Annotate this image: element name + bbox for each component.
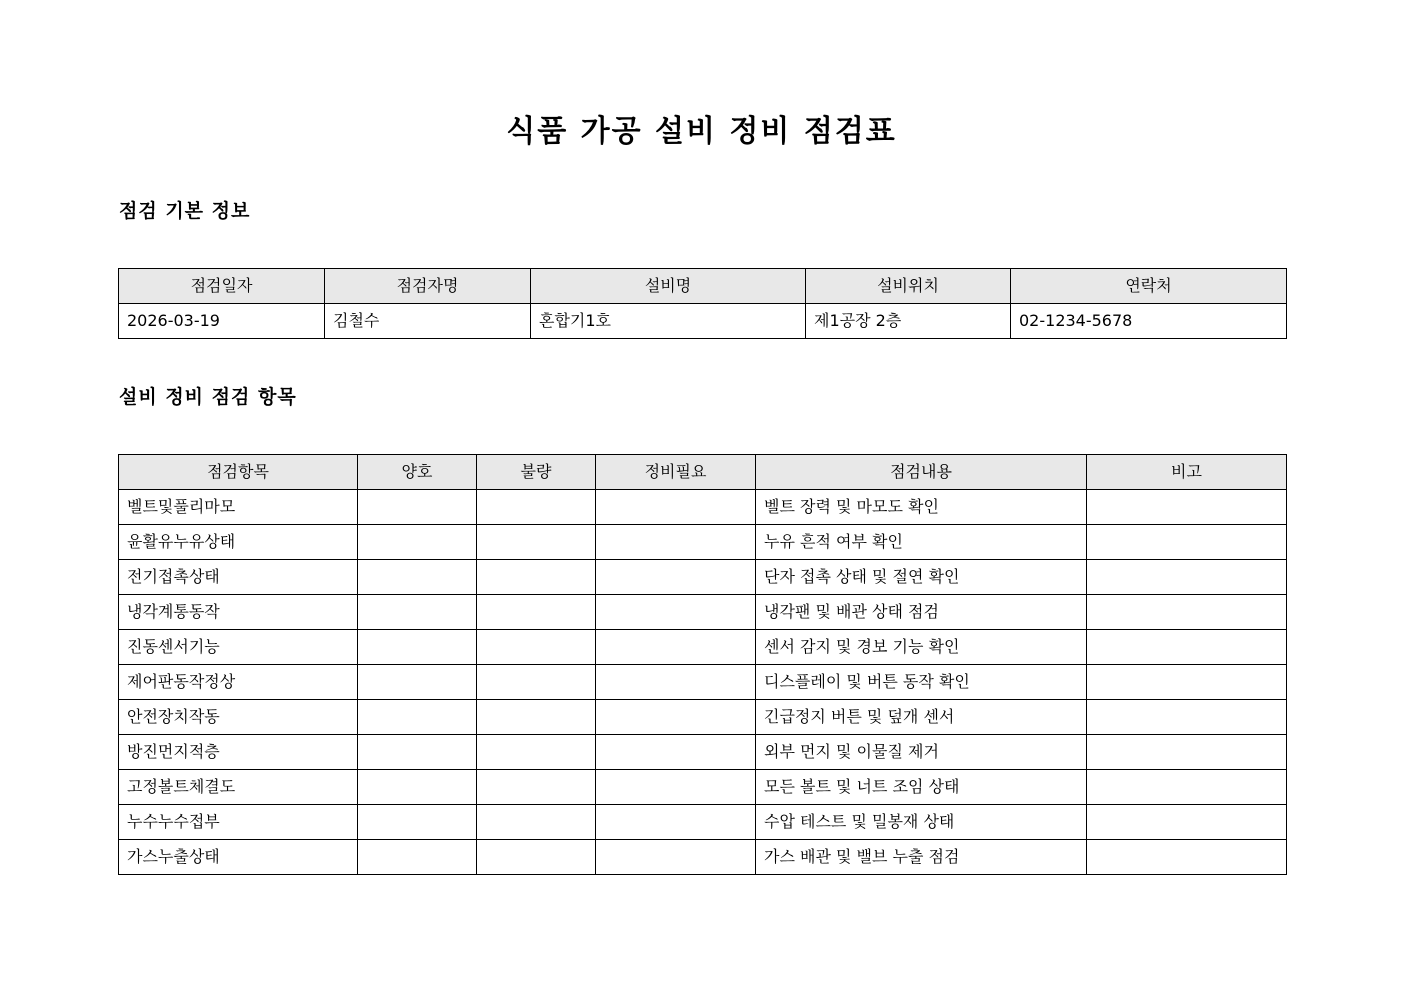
maintenance-needed-check-cell[interactable] <box>596 490 756 525</box>
check-item-cell: 냉각계통동작 <box>119 595 358 630</box>
remarks-cell[interactable] <box>1087 560 1287 595</box>
check-content-cell: 디스플레이 및 버튼 동작 확인 <box>756 665 1087 700</box>
inspector-name-value[interactable]: 김철수 <box>325 304 531 339</box>
maintenance-needed-check-cell[interactable] <box>596 595 756 630</box>
header-inspector-name: 점검자명 <box>325 269 531 304</box>
header-inspection-date: 점검일자 <box>119 269 325 304</box>
good-check-cell[interactable] <box>358 525 477 560</box>
header-maintenance-needed: 정비필요 <box>596 455 756 490</box>
check-item-cell: 고정볼트체결도 <box>119 770 358 805</box>
bad-check-cell[interactable] <box>477 490 596 525</box>
check-content-cell: 냉각팬 및 배관 상태 점검 <box>756 595 1087 630</box>
good-check-cell[interactable] <box>358 770 477 805</box>
check-item-cell: 진동센서기능 <box>119 630 358 665</box>
checklist-section-title: 설비 정비 점검 항목 <box>119 386 297 408</box>
inspection-date-value[interactable]: 2026-03-19 <box>119 304 325 339</box>
table-row <box>119 665 1287 700</box>
maintenance-needed-check-cell[interactable] <box>596 805 756 840</box>
table-row <box>119 630 1287 665</box>
header-equipment-name: 설비명 <box>531 269 806 304</box>
remarks-cell[interactable] <box>1087 840 1287 875</box>
check-item-cell: 전기접촉상태 <box>119 560 358 595</box>
check-content-cell: 단자 접촉 상태 및 절연 확인 <box>756 560 1087 595</box>
good-check-cell[interactable] <box>358 805 477 840</box>
basic-info-table <box>118 268 1287 339</box>
check-item-cell: 안전장치작동 <box>119 700 358 735</box>
bad-check-cell[interactable] <box>477 560 596 595</box>
bad-check-cell[interactable] <box>477 805 596 840</box>
check-item-cell: 제어판동작정상 <box>119 665 358 700</box>
good-check-cell[interactable] <box>358 735 477 770</box>
remarks-cell[interactable] <box>1087 630 1287 665</box>
check-content-cell: 외부 먼지 및 이물질 제거 <box>756 735 1087 770</box>
table-row <box>119 490 1287 525</box>
maintenance-needed-check-cell[interactable] <box>596 700 756 735</box>
maintenance-needed-check-cell[interactable] <box>596 630 756 665</box>
table-row <box>119 840 1287 875</box>
bad-check-cell[interactable] <box>477 525 596 560</box>
check-item-cell: 가스누출상태 <box>119 840 358 875</box>
good-check-cell[interactable] <box>358 560 477 595</box>
check-item-cell: 벨트및풀리마모 <box>119 490 358 525</box>
basic-info-section-title: 점검 기본 정보 <box>119 200 251 222</box>
header-check-item: 점검항목 <box>119 455 358 490</box>
remarks-cell[interactable] <box>1087 700 1287 735</box>
basic-info-header-row <box>119 269 1287 304</box>
remarks-cell[interactable] <box>1087 735 1287 770</box>
check-content-cell: 수압 테스트 및 밀봉재 상태 <box>756 805 1087 840</box>
remarks-cell[interactable] <box>1087 665 1287 700</box>
check-content-cell: 모든 볼트 및 너트 조임 상태 <box>756 770 1087 805</box>
remarks-cell[interactable] <box>1087 490 1287 525</box>
contact-value[interactable]: 02-1234-5678 <box>1011 304 1287 339</box>
check-content-cell: 긴급정지 버튼 및 덮개 센서 <box>756 700 1087 735</box>
remarks-cell[interactable] <box>1087 525 1287 560</box>
header-good: 양호 <box>358 455 477 490</box>
bad-check-cell[interactable] <box>477 595 596 630</box>
equipment-name-value[interactable]: 혼합기1호 <box>531 304 806 339</box>
table-row <box>119 735 1287 770</box>
maintenance-needed-check-cell[interactable] <box>596 665 756 700</box>
maintenance-needed-check-cell[interactable] <box>596 840 756 875</box>
checklist-table <box>118 454 1287 875</box>
page-title: 식품 가공 설비 정비 점검표 <box>506 114 897 149</box>
table-row <box>119 525 1287 560</box>
header-equipment-location: 설비위치 <box>806 269 1011 304</box>
remarks-cell[interactable] <box>1087 770 1287 805</box>
header-remarks: 비고 <box>1087 455 1287 490</box>
good-check-cell[interactable] <box>358 840 477 875</box>
good-check-cell[interactable] <box>358 595 477 630</box>
bad-check-cell[interactable] <box>477 770 596 805</box>
check-content-cell: 벨트 장력 및 마모도 확인 <box>756 490 1087 525</box>
good-check-cell[interactable] <box>358 630 477 665</box>
header-contact: 연락처 <box>1011 269 1287 304</box>
bad-check-cell[interactable] <box>477 735 596 770</box>
maintenance-needed-check-cell[interactable] <box>596 735 756 770</box>
checklist-body <box>119 490 1287 875</box>
table-row <box>119 595 1287 630</box>
check-item-cell: 누수누수접부 <box>119 805 358 840</box>
good-check-cell[interactable] <box>358 665 477 700</box>
good-check-cell[interactable] <box>358 490 477 525</box>
check-content-cell: 누유 흔적 여부 확인 <box>756 525 1087 560</box>
check-item-cell: 윤활유누유상태 <box>119 525 358 560</box>
bad-check-cell[interactable] <box>477 840 596 875</box>
bad-check-cell[interactable] <box>477 665 596 700</box>
maintenance-needed-check-cell[interactable] <box>596 770 756 805</box>
table-row <box>119 770 1287 805</box>
maintenance-needed-check-cell[interactable] <box>596 525 756 560</box>
good-check-cell[interactable] <box>358 700 477 735</box>
check-content-cell: 가스 배관 및 밸브 누출 점검 <box>756 840 1087 875</box>
basic-info-value-row <box>119 304 1287 339</box>
bad-check-cell[interactable] <box>477 630 596 665</box>
checklist-header-row <box>119 455 1287 490</box>
check-item-cell: 방진먼지적층 <box>119 735 358 770</box>
remarks-cell[interactable] <box>1087 595 1287 630</box>
table-row <box>119 700 1287 735</box>
equipment-location-value[interactable]: 제1공장 2층 <box>806 304 1011 339</box>
header-check-content: 점검내용 <box>756 455 1087 490</box>
check-content-cell: 센서 감지 및 경보 기능 확인 <box>756 630 1087 665</box>
bad-check-cell[interactable] <box>477 700 596 735</box>
header-bad: 불량 <box>477 455 596 490</box>
table-row <box>119 560 1287 595</box>
maintenance-needed-check-cell[interactable] <box>596 560 756 595</box>
remarks-cell[interactable] <box>1087 805 1287 840</box>
table-row <box>119 805 1287 840</box>
